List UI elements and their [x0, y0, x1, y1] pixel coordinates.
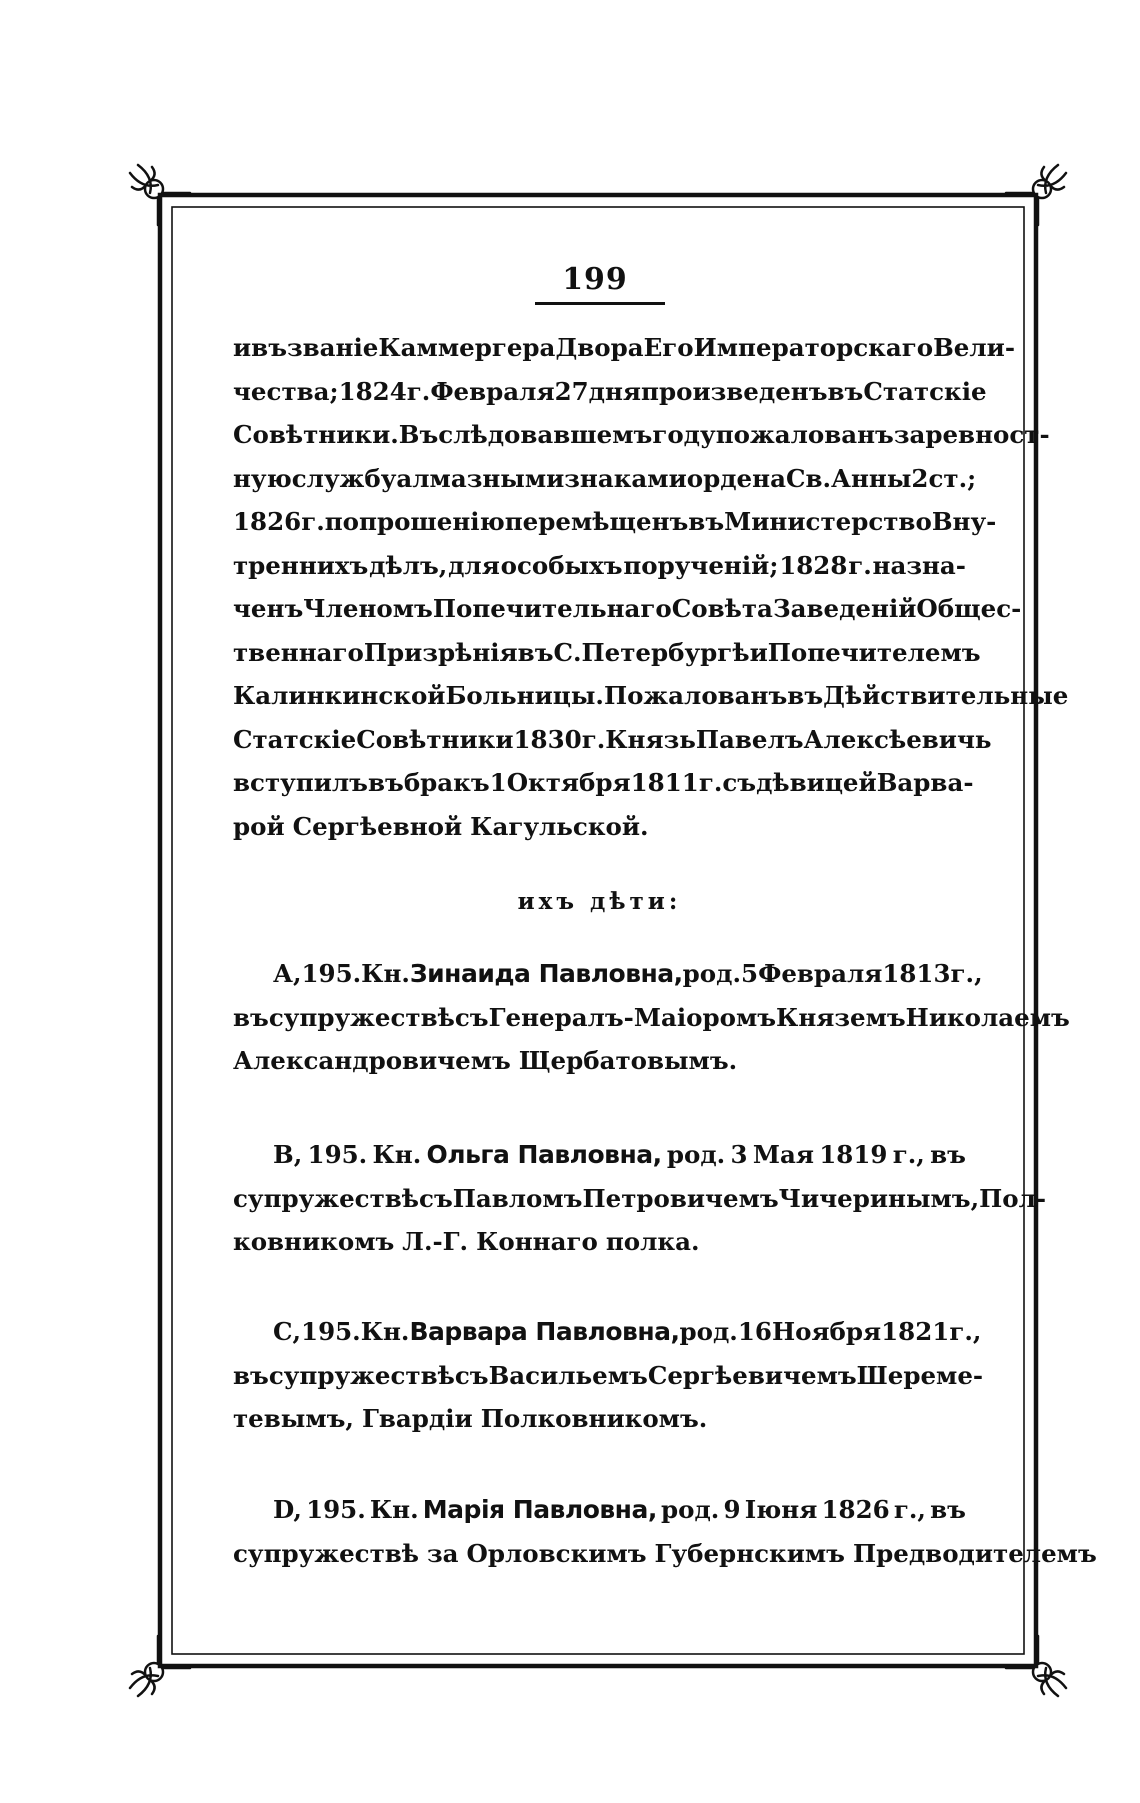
word: род.: [666, 1140, 726, 1169]
word: род.: [679, 1317, 738, 1346]
word: Статскіе: [233, 724, 357, 754]
word: за: [427, 1538, 459, 1568]
word: Совѣта: [671, 594, 773, 623]
text-line: [233, 326, 1015, 370]
word: 1811: [630, 768, 699, 797]
word: вступилъ: [233, 768, 368, 797]
word: для: [448, 550, 500, 580]
text-line: [233, 1177, 1047, 1221]
word: Васильемъ: [488, 1360, 648, 1390]
word: Министерство: [724, 507, 932, 536]
word: дѣвицей: [756, 768, 877, 797]
word: по: [324, 507, 360, 536]
word: Шереме-: [856, 1360, 984, 1390]
word: Кагульской.: [470, 811, 649, 841]
text-line: [233, 370, 987, 414]
word: Февраля: [758, 959, 883, 988]
word: въ: [251, 333, 287, 362]
word: алмазными: [396, 463, 565, 493]
word: рой: [233, 811, 285, 841]
child-entry-a: [233, 952, 1070, 1083]
word: Гвардіи: [361, 1404, 473, 1433]
text-line: [233, 718, 992, 762]
text-line: [233, 631, 981, 675]
word: прошенію: [359, 507, 505, 536]
word: Генералъ-Маіоромъ: [488, 1002, 777, 1032]
word: 1813: [882, 959, 951, 988]
word: Совѣтники.: [233, 420, 399, 449]
word: твеннаго: [233, 637, 364, 667]
word: Петровичемъ: [582, 1183, 779, 1213]
word: В,: [273, 1140, 303, 1169]
word: 1821: [881, 1317, 950, 1346]
word: Общес-: [916, 594, 1022, 623]
word: Императорскаго: [693, 333, 934, 362]
child-entry-c: [233, 1310, 984, 1441]
word: Николаемъ: [905, 1002, 1070, 1032]
word: назна-: [872, 550, 966, 580]
word: ковникомъ: [233, 1227, 395, 1256]
word: въ: [367, 768, 404, 797]
word: Чичеринымъ,: [778, 1183, 980, 1213]
text-line: [233, 1397, 966, 1441]
word: званіе: [287, 333, 379, 362]
word: Вели-: [933, 333, 1015, 362]
word: перемѣщенъ: [504, 507, 689, 536]
word: 195.: [306, 1495, 366, 1524]
word: съ: [419, 1183, 453, 1213]
text-line: [233, 500, 997, 544]
word: супружествѣ: [233, 1183, 420, 1213]
word: Алексѣевичь: [803, 724, 992, 754]
word: Св.: [785, 463, 832, 493]
word: А,: [273, 959, 302, 988]
text-line: [233, 674, 1069, 718]
word: за: [893, 420, 926, 449]
word: Князь: [605, 724, 696, 754]
word: дня: [588, 376, 642, 406]
word: Орловскимъ: [466, 1538, 647, 1568]
word: Калинкинской: [233, 681, 446, 710]
word: Павелъ: [695, 724, 804, 754]
word: 5: [741, 959, 759, 988]
word: ченъ: [233, 594, 304, 623]
word: D,: [273, 1495, 302, 1524]
word: 1824: [338, 376, 407, 406]
word: 27: [554, 376, 589, 406]
person-name: Ольга Павловна,: [426, 1140, 662, 1169]
word: знаками: [564, 463, 687, 493]
word: Предводителемъ: [852, 1538, 1097, 1568]
word: въ: [787, 681, 824, 710]
page-number-underline: [535, 302, 665, 305]
word: и: [233, 333, 252, 362]
text-line: [233, 1039, 966, 1083]
text-line: [233, 1133, 966, 1177]
word: 1819: [819, 1140, 888, 1169]
word: Варва-: [876, 768, 974, 797]
person-name: Зинаида Павловна,: [409, 959, 683, 988]
word: 195.: [301, 1317, 361, 1346]
text-line: [233, 413, 1050, 457]
text-line: [233, 952, 983, 996]
word: съ: [722, 768, 757, 797]
word: 16: [737, 1317, 772, 1346]
word: Призрѣнія: [363, 637, 518, 667]
text-line: [233, 761, 974, 805]
word: Въ: [398, 420, 439, 449]
word: порученій;: [623, 550, 779, 580]
word: Л.-Г.: [402, 1227, 469, 1256]
word: Членомъ: [303, 594, 433, 623]
biography-paragraph: [233, 326, 1069, 848]
word: г.,: [950, 959, 983, 988]
word: Кн.: [372, 1140, 422, 1169]
word: въ: [930, 1495, 966, 1524]
text-line: [233, 1532, 1097, 1576]
word: треннихъ: [233, 550, 369, 580]
text-line: [233, 1310, 982, 1354]
children-heading: ихъ дѣти:: [517, 888, 682, 915]
word: Попечительнаго: [432, 594, 672, 623]
word: Вну-: [931, 507, 997, 536]
word: слѣдовавшемъ: [438, 420, 653, 449]
word: супружествѣ: [268, 1002, 455, 1032]
word: Анны: [831, 463, 912, 493]
word: г.,: [949, 1317, 982, 1346]
word: году: [652, 420, 716, 449]
word: Кн.: [369, 1495, 419, 1524]
word: ную: [233, 463, 292, 493]
word: 1826: [233, 507, 302, 536]
text-line: [233, 544, 966, 588]
word: 9: [723, 1495, 741, 1524]
word: Ноября: [771, 1317, 882, 1346]
word: 2: [911, 463, 929, 493]
word: произведенъ: [641, 376, 828, 406]
word: Кн.: [361, 959, 410, 988]
word: особыхъ: [500, 550, 623, 580]
word: Каммергера: [378, 333, 556, 362]
word: Іюня: [744, 1495, 818, 1524]
word: Двора: [555, 333, 644, 362]
text-line: [233, 996, 1070, 1040]
word: въ: [233, 1002, 269, 1032]
person-name: Варвара Павловна,: [409, 1317, 680, 1346]
word: пожалованъ: [715, 420, 894, 449]
word: ст.;: [928, 463, 977, 493]
word: службу: [291, 463, 397, 493]
word: 1830: [513, 724, 582, 754]
word: дѣлъ,: [369, 550, 448, 580]
word: Полковникомъ.: [480, 1404, 708, 1433]
word: супружествѣ: [233, 1538, 420, 1568]
child-entry-b: [233, 1133, 1047, 1264]
word: 195.: [307, 1140, 368, 1169]
word: въ: [233, 1360, 269, 1390]
word: съ: [454, 1360, 489, 1390]
word: род.: [682, 959, 742, 988]
text-line: [233, 805, 966, 849]
word: въ: [688, 507, 725, 536]
word: Больницы.: [445, 681, 604, 710]
word: Сергѣевной: [292, 811, 463, 841]
text-line: [233, 1488, 966, 1532]
word: г.,: [893, 1495, 926, 1524]
word: г.: [301, 507, 325, 536]
word: Пожалованъ: [603, 681, 788, 710]
word: г.: [698, 768, 723, 797]
word: Попечителемъ: [767, 637, 981, 667]
word: Февраля: [430, 376, 555, 406]
word: Щербатовымъ.: [518, 1046, 738, 1075]
word: Коннаго: [476, 1227, 598, 1256]
word: и: [749, 637, 768, 667]
word: 3: [730, 1140, 748, 1169]
word: въ: [930, 1140, 966, 1169]
word: Заведеній: [772, 594, 917, 623]
word: 1: [489, 768, 507, 797]
word: бракъ: [403, 768, 490, 797]
word: полка.: [605, 1227, 700, 1256]
word: Статскіе: [863, 376, 987, 406]
child-entry-d: [233, 1488, 1097, 1575]
word: Княземъ: [776, 1002, 906, 1032]
word: Пол-: [979, 1183, 1047, 1213]
word: супружествѣ: [268, 1360, 455, 1390]
word: съ: [454, 1002, 489, 1032]
text-line: [233, 1220, 966, 1264]
word: г.: [581, 724, 606, 754]
word: род.: [660, 1495, 720, 1524]
word: чества;: [233, 376, 339, 406]
word: Совѣтники: [356, 724, 514, 754]
word: Октября: [506, 768, 631, 797]
word: г.: [848, 550, 872, 580]
word: въ: [827, 376, 864, 406]
word: Петербургѣ: [581, 637, 750, 667]
word: С.: [553, 637, 582, 667]
text-line: [233, 457, 977, 501]
word: Кн.: [360, 1317, 410, 1346]
text-line: [233, 1354, 984, 1398]
word: Павломъ: [452, 1183, 583, 1213]
word: ордена: [686, 463, 786, 493]
word: 1826: [821, 1495, 890, 1524]
word: тевымъ,: [233, 1404, 354, 1433]
page-number: 199: [562, 262, 628, 297]
word: Александровичемъ: [233, 1046, 511, 1075]
word: Дѣйствительные: [823, 681, 1069, 710]
word: Сергѣевичемъ: [647, 1360, 857, 1390]
word: Мая: [752, 1140, 814, 1169]
word: г.,: [892, 1140, 925, 1169]
word: Губернскимъ: [654, 1538, 845, 1568]
word: г.: [406, 376, 431, 406]
word: 1828: [779, 550, 848, 580]
word: ревност-: [925, 420, 1050, 449]
person-name: Марія Павловна,: [422, 1495, 657, 1524]
word: 195.: [301, 959, 362, 988]
word: Его: [643, 333, 694, 362]
text-line: [233, 587, 1022, 631]
word: С,: [273, 1317, 302, 1346]
word: въ: [517, 637, 554, 667]
